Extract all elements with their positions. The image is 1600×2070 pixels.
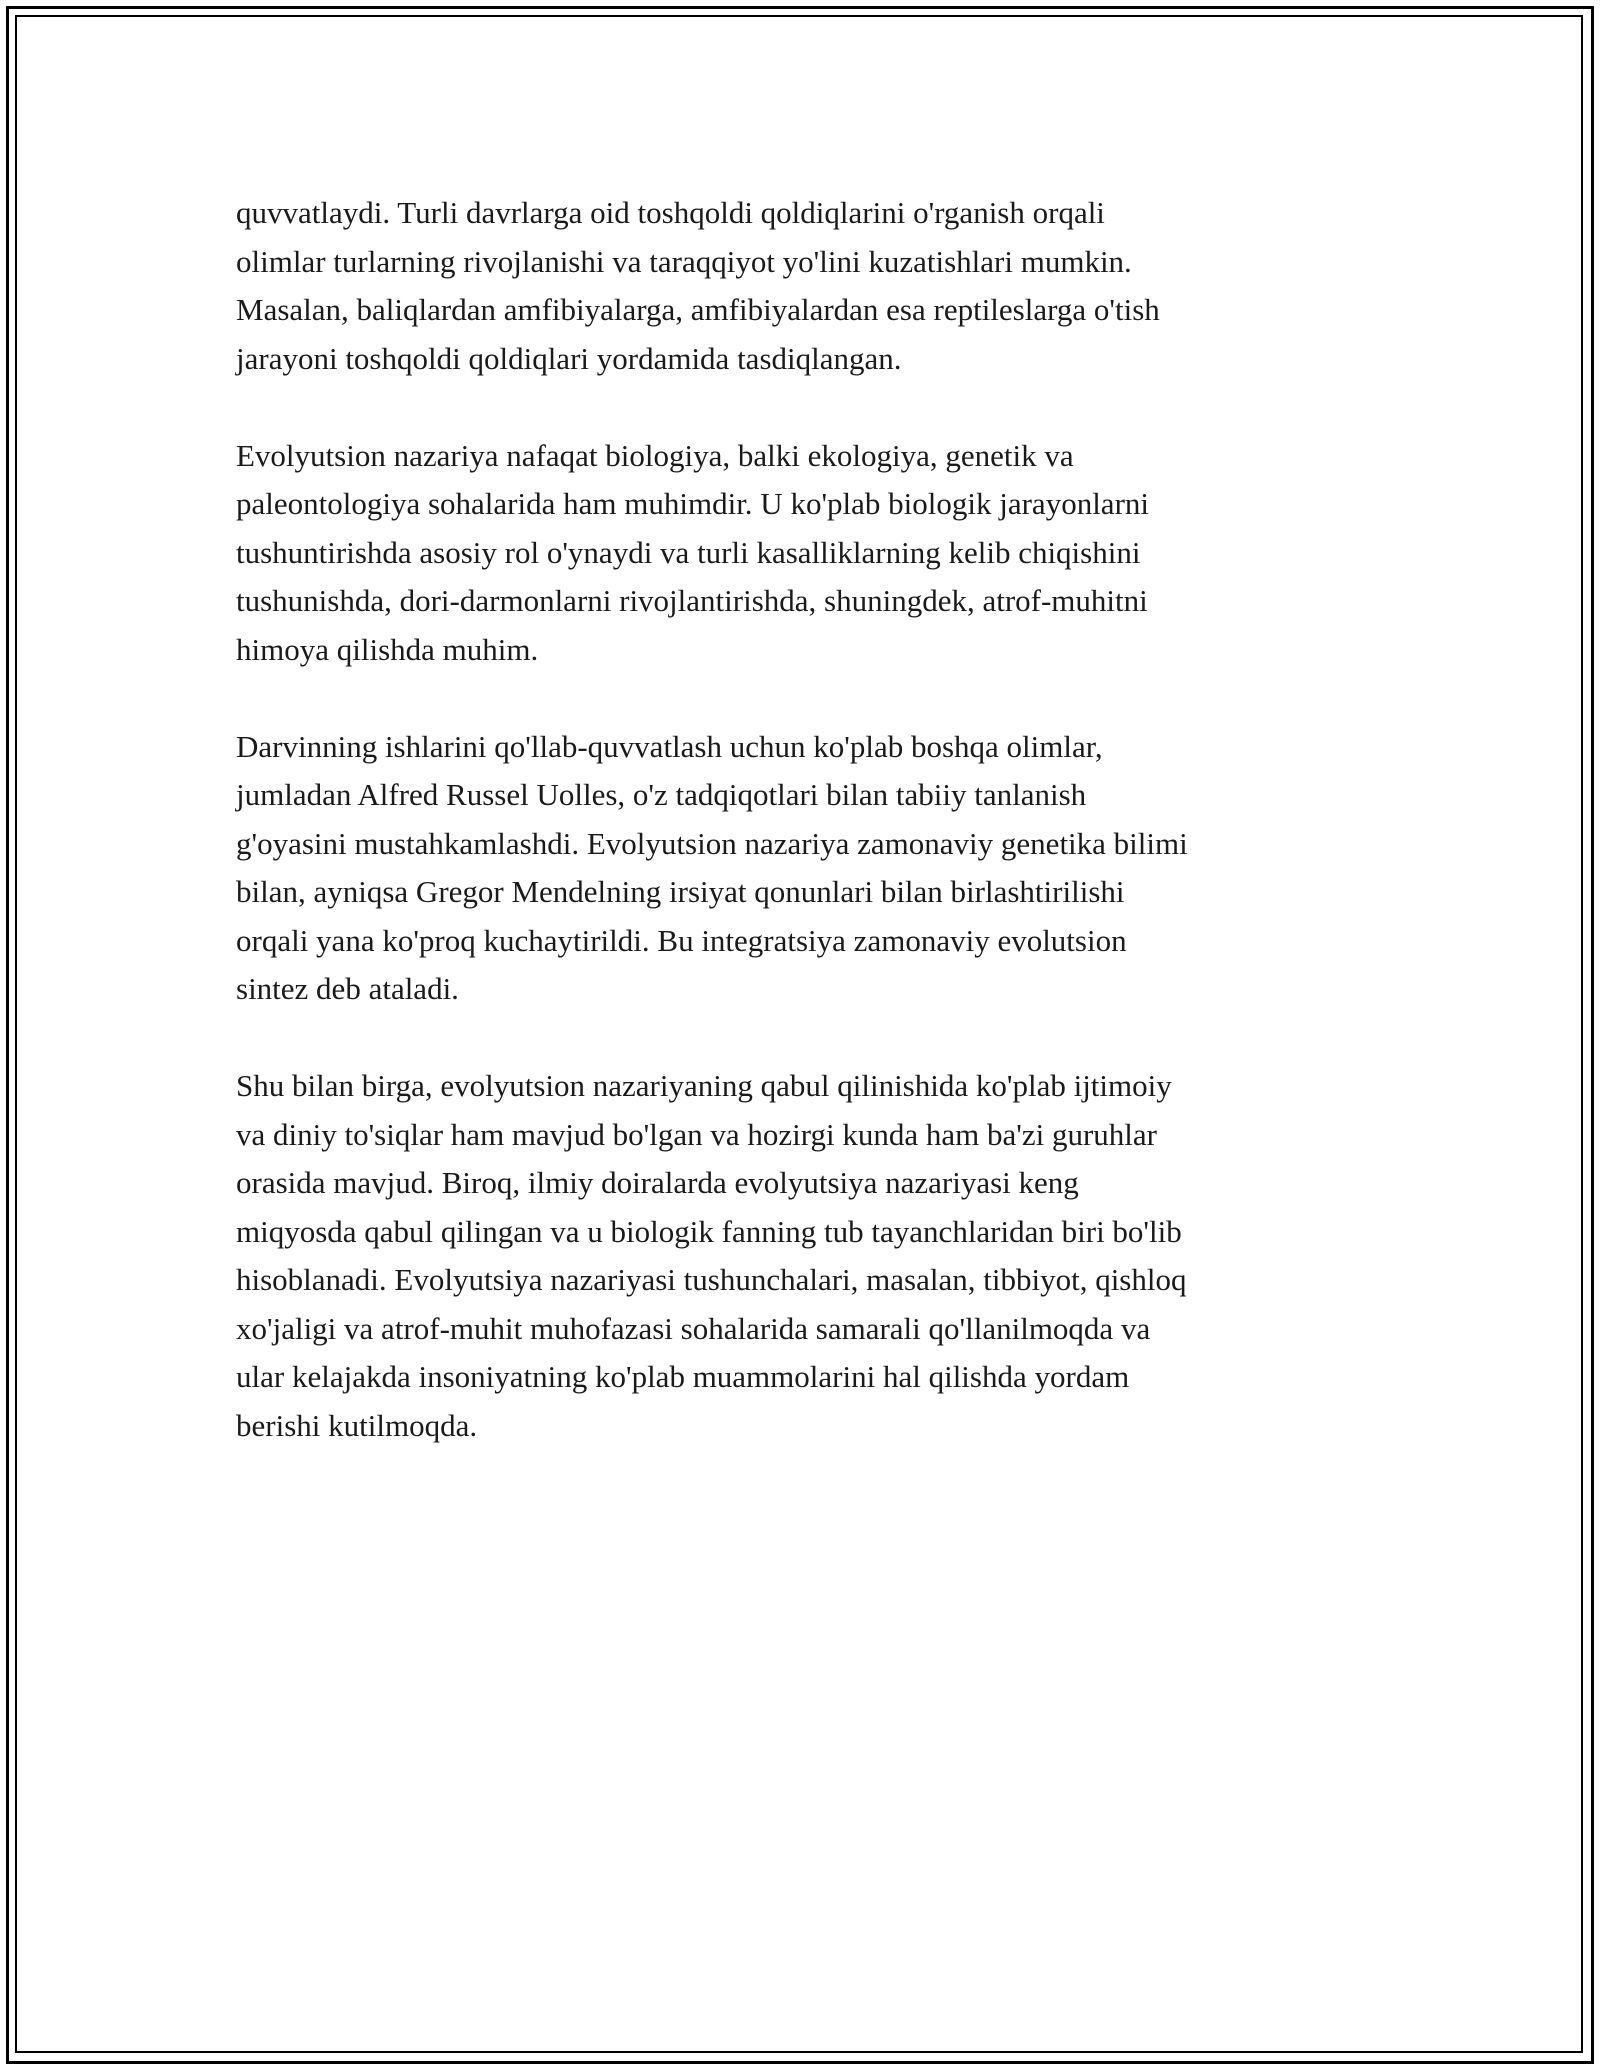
text-line: g'oyasini mustahkamlashdi. Evolyutsion nazariya zamonaviy genetika bilimi [236,825,1188,861]
text-line: jumladan Alfred Russel Uolles, o'z tadqiqotlari bilan tabiiy tanlanish [236,777,1087,812]
text-line: olimlar turlarning rivojlanishi va taraqqiyot yo'lini kuzatishlari mumkin. [236,243,1132,279]
text-line: paleontologiya sohalarida ham muhimdir. U ko'plab biologik jarayonlarni [236,486,1150,521]
paragraph-2 [236,432,1366,675]
text-line: jarayoni toshqoldi qoldiqlari yordamida tasdiqlangan. [236,340,902,376]
text-line: berishi kutilmoqda. [236,1407,478,1443]
text-line: himoya qilishda muhim. [236,631,539,667]
paragraph-1 [236,189,1366,383]
text-line: tushuntirishda asosiy rol o'ynaydi va turli kasalliklarning kelib chiqishini [236,534,1141,570]
text-line: sintez deb ataladi. [236,971,459,1006]
text-line: orasida mavjud. Biroq, ilmiy doiralarda evolyutsiya nazariyasi keng [236,1165,1079,1200]
paragraph-4 [236,1062,1366,1450]
text-line: xo'jaligi va atrof-muhit muhofazasi sohalarida samarali qo'llanilmoqda va [236,1310,1151,1346]
text-line: tushunishda, dori-darmonlarni rivojlantirishda, shuningdek, atrof-muhitni [236,583,1148,618]
text-line: miqyosda qabul qilingan va u biologik fanning tub tayanchlaridan biri bo'lib [236,1213,1182,1249]
text-line: Masalan, baliqlardan amfibiyalarga, amfibiyalardan esa reptileslarga o'tish [236,292,1160,327]
text-line: Shu bilan birga, evolyutsion nazariyaning qabul qilinishida ko'plab ijtimoiy [236,1068,1172,1103]
document-body [236,189,1366,1499]
text-line: Evolyutsion nazariya nafaqat biologiya, balki ekologiya, genetik va [236,437,1074,473]
text-line: hisoblanadi. Evolyutsiya nazariyasi tushunchalari, masalan, tibbiyot, qishloq [236,1262,1187,1297]
text-line: quvvatlaydi. Turli davrlarga oid toshqoldi qoldiqlarini o'rganish orqali [236,195,1105,230]
text-line: bilan, ayniqsa Gregor Mendelning irsiyat qonunlari bilan birlashtirilishi [236,874,1125,909]
text-line: Darvinning ishlarini qo'llab-quvvatlash uchun ko'plab boshqa olimlar, [236,728,1103,764]
paragraph-3 [236,723,1366,1014]
text-line: va diniy to'siqlar ham mavjud bo'lgan va hozirgi kunda ham ba'zi guruhlar [236,1116,1157,1152]
text-line: ular kelajakda insoniyatning ko'plab muammolarini hal qilishda yordam [236,1359,1130,1394]
text-line: orqali yana ko'proq kuchaytirildi. Bu integratsiya zamonaviy evolutsion [236,922,1127,958]
